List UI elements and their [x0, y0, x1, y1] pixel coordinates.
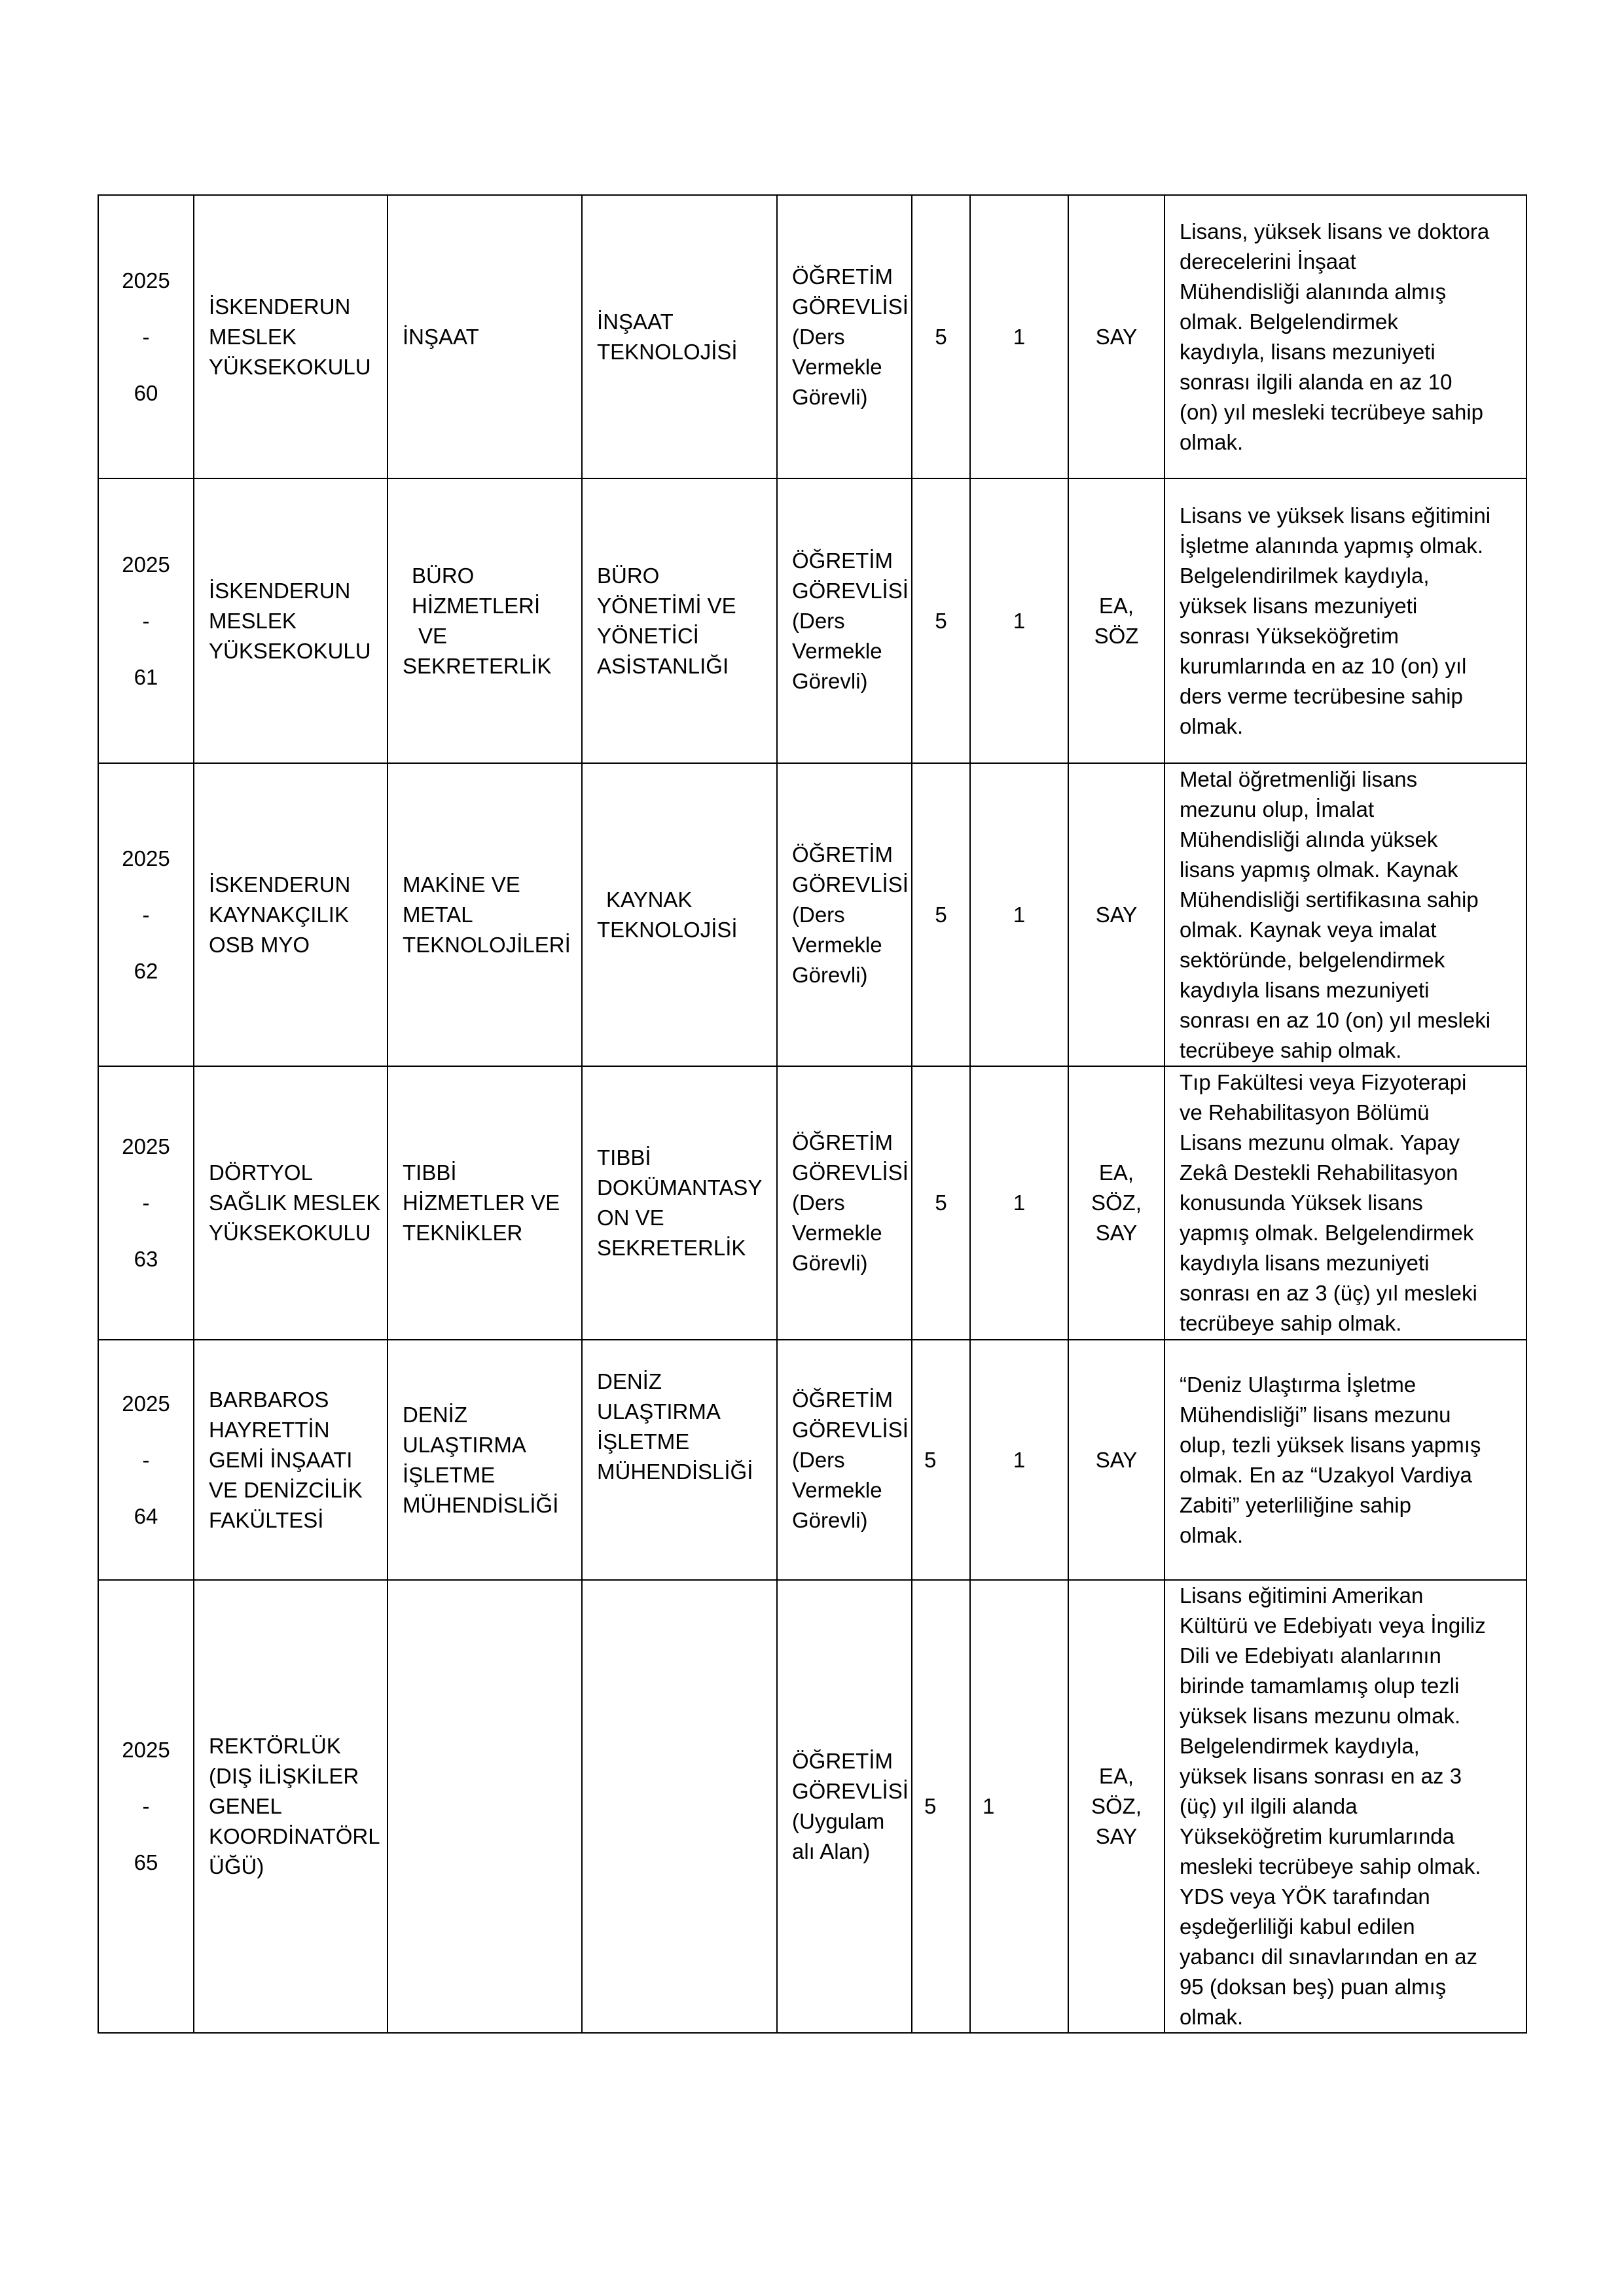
program-line: BÜRO [597, 563, 660, 588]
aciklama-line: kaydıyla, lisans mezuniyeti [1180, 339, 1435, 364]
bolum-line: İŞLETME [403, 1462, 496, 1487]
unvan-line: ÖĞRETİM [792, 842, 893, 867]
bolum-line: HİZMETLERİ [412, 593, 541, 618]
aciklama-line: kurumlarında en az 10 (on) yıl [1180, 653, 1467, 678]
birim-line: MESLEK [209, 608, 297, 633]
bolum-line: DENİZ [403, 1402, 467, 1427]
ilan-no-cell [98, 1340, 194, 1580]
aciklama-cell [1164, 1340, 1526, 1580]
ilan-no-seq: 64 [134, 1503, 158, 1528]
aciklama-line: yüksek lisans mezuniyeti [1180, 593, 1418, 618]
aciklama-line: eşdeğerliliği kabul edilen [1180, 1914, 1415, 1939]
aciklama-line: konusunda Yüksek lisans [1180, 1191, 1423, 1215]
aciklama-line: Lisans, yüksek lisans ve doktora [1180, 219, 1490, 243]
aciklama-line: olmak. Belgelendirmek [1180, 309, 1398, 334]
unvan-cell [777, 763, 912, 1066]
aciklama-line: Zabiti” yeterliliğine sahip [1180, 1492, 1411, 1517]
birim-line: SAĞLIK MESLEK [209, 1191, 381, 1215]
adet-cell: 1 [970, 1580, 1068, 2033]
unvan-line: Görevli) [792, 1507, 868, 1532]
birim-line: REKTÖRLÜK [209, 1734, 341, 1758]
derece-cell: 5 [912, 478, 970, 763]
birim-cell [194, 195, 388, 478]
unvan-line: ÖĞRETİM [792, 1130, 893, 1155]
bolum-cell [388, 1580, 582, 2033]
program-line: ON VE [597, 1206, 664, 1230]
birim-line: YÜKSEKOKULU [209, 1221, 371, 1245]
adet-cell: 1 [970, 195, 1068, 478]
bolum-cell [388, 195, 582, 478]
birim-line: GEMİ İNŞAATI [209, 1447, 353, 1472]
aciklama-line: kaydıyla lisans mezuniyeti [1180, 1251, 1430, 1275]
ilan-no-cell [98, 195, 194, 478]
unvan-cell [777, 195, 912, 478]
unvan-line: (Ders [792, 1447, 845, 1472]
aciklama-cell [1164, 763, 1526, 1066]
program-cell [582, 763, 777, 1066]
aciklama-line: “Deniz Ulaştırma İşletme [1180, 1372, 1416, 1397]
puan-cell [1068, 1340, 1164, 1580]
unvan-line: Vermekle [792, 1477, 882, 1502]
puan-line: EA, [1098, 1160, 1134, 1185]
ilan-no-dash: - [142, 608, 150, 633]
unvan-line: Görevli) [792, 962, 868, 987]
aciklama-line: Tıp Fakültesi veya Fizyoterapi [1180, 1070, 1467, 1094]
ilan-no-cell [98, 1580, 194, 2033]
aciklama-line: ve Rehabilitasyon Bölümü [1180, 1100, 1430, 1124]
program-line: YÖNETİCİ [597, 623, 699, 648]
unvan-line: GÖREVLİSİ [792, 578, 909, 603]
aciklama-line: sonrası en az 10 (on) yıl mesleki [1180, 1007, 1491, 1032]
unvan-cell [777, 1580, 912, 2033]
birim-line: YÜKSEKOKULU [209, 638, 371, 663]
unvan-line: GÖREVLİSİ [792, 1779, 909, 1803]
ilan-no-dash: - [142, 324, 150, 349]
puan-line: SAY [1095, 1447, 1138, 1472]
table-row [98, 1340, 1526, 1580]
aciklama-line: olmak. Kaynak veya imalat [1180, 917, 1437, 942]
unvan-line: GÖREVLİSİ [792, 294, 909, 319]
aciklama-line: Lisans mezunu olmak. Yapay [1180, 1130, 1460, 1155]
aciklama-line: yapmış olmak. Belgelendirmek [1180, 1221, 1474, 1245]
unvan-cell [777, 478, 912, 763]
unvan-line: Vermekle [792, 354, 882, 379]
program-line: TEKNOLOJİSİ [597, 917, 738, 942]
program-cell [582, 478, 777, 763]
puan-cell [1068, 195, 1164, 478]
program-line: DOKÜMANTASY [597, 1175, 763, 1200]
table-row [98, 195, 1526, 478]
ilan-no-year: 2025 [122, 552, 170, 577]
unvan-line: (Ders [792, 608, 845, 633]
aciklama-line: sonrası Yükseköğretim [1180, 623, 1399, 648]
aciklama-line: Zekâ Destekli Rehabilitasyon [1180, 1160, 1458, 1185]
aciklama-line: Lisans eğitimini Amerikan [1180, 1583, 1424, 1607]
birim-cell [194, 1340, 388, 1580]
aciklama-line: mesleki tecrübeye sahip olmak. [1180, 1854, 1481, 1878]
aciklama-line: İşletme alanında yapmış olmak. [1180, 533, 1484, 558]
ilan-no-year: 2025 [122, 1391, 170, 1416]
puan-cell [1068, 1066, 1164, 1340]
positions-table [98, 194, 1527, 2034]
bolum-line: ULAŞTIRMA [403, 1432, 526, 1457]
table-row [98, 763, 1526, 1066]
birim-cell [194, 763, 388, 1066]
birim-line: MESLEK [209, 324, 297, 349]
bolum-line: METAL [403, 902, 473, 927]
bolum-line: VE [418, 623, 448, 648]
ilan-no-year: 2025 [122, 846, 170, 870]
program-line: SEKRETERLİK [597, 1236, 746, 1260]
birim-line: (DIŞ İLİŞKİLER [209, 1764, 359, 1788]
unvan-line: alı Alan) [792, 1839, 871, 1863]
unvan-line: (Ders [792, 1191, 845, 1215]
aciklama-line: olmak. [1180, 2005, 1244, 2029]
derece-cell: 5 [912, 1580, 970, 2033]
aciklama-line: Lisans ve yüksek lisans eğitimini [1180, 503, 1491, 528]
aciklama-line: olmak. [1180, 1522, 1244, 1547]
aciklama-line: kaydıyla lisans mezuniyeti [1180, 977, 1430, 1002]
puan-line: SAY [1095, 1824, 1138, 1848]
aciklama-cell [1164, 478, 1526, 763]
ilan-no-dash: - [142, 1794, 150, 1818]
aciklama-line: Metal öğretmenliği lisans [1180, 766, 1418, 791]
bolum-cell [388, 1066, 582, 1340]
program-line: TIBBİ [597, 1145, 651, 1170]
aciklama-line: ders verme tecrübesine sahip [1180, 683, 1463, 708]
birim-line: KOORDİNATÖRL [209, 1824, 380, 1848]
aciklama-cell [1164, 1066, 1526, 1340]
puan-cell [1068, 1580, 1164, 2033]
bolum-line: İNŞAAT [403, 324, 479, 349]
derece-cell: 5 [912, 763, 970, 1066]
derece-cell: 5 [912, 1066, 970, 1340]
puan-line: SAY [1095, 902, 1138, 927]
unvan-cell [777, 1066, 912, 1340]
program-line: İNŞAAT [597, 309, 674, 334]
ilan-no-seq: 63 [134, 1247, 158, 1271]
program-line: MÜHENDİSLİĞİ [597, 1460, 753, 1484]
ilan-no-seq: 62 [134, 958, 158, 983]
birim-cell [194, 1580, 388, 2033]
aciklama-line: Kültürü ve Edebiyatı veya İngiliz [1180, 1613, 1486, 1638]
aciklama-cell [1164, 1580, 1526, 2033]
ilan-no-cell [98, 1066, 194, 1340]
ilan-no-year: 2025 [122, 1738, 170, 1762]
program-line: TEKNOLOJİSİ [597, 339, 738, 364]
aciklama-line: Mühendisliği” lisans mezunu [1180, 1402, 1451, 1427]
puan-line: SAY [1095, 324, 1138, 349]
aciklama-line: derecelerini İnşaat [1180, 249, 1356, 274]
aciklama-line: Dili ve Edebiyatı alanlarının [1180, 1643, 1441, 1668]
program-line: İŞLETME [597, 1429, 690, 1454]
aciklama-line: yabancı dil sınavlarından en az [1180, 1945, 1477, 1969]
birim-line: OSB MYO [209, 932, 310, 957]
aciklama-line: Yükseköğretim kurumlarında [1180, 1824, 1455, 1848]
puan-line: SÖZ, [1091, 1794, 1142, 1818]
derece-cell: 5 [912, 195, 970, 478]
puan-line: EA, [1098, 593, 1134, 618]
unvan-line: GÖREVLİSİ [792, 1160, 909, 1185]
aciklama-line: Mühendisliği alında yüksek [1180, 827, 1438, 852]
table-row [98, 478, 1526, 763]
unvan-line: Görevli) [792, 668, 868, 693]
birim-cell [194, 478, 388, 763]
unvan-line: ÖĞRETİM [792, 1749, 893, 1773]
birim-line: DÖRTYOL [209, 1160, 313, 1185]
unvan-line: Görevli) [792, 384, 868, 409]
unvan-line: Vermekle [792, 932, 882, 957]
aciklama-line: lisans yapmış olmak. Kaynak [1180, 857, 1458, 882]
derece-cell: 5 [912, 1340, 970, 1580]
puan-line: SAY [1095, 1221, 1138, 1245]
table-row [98, 1066, 1526, 1340]
puan-line: EA, [1098, 1764, 1134, 1788]
unvan-line: ÖĞRETİM [792, 1387, 893, 1412]
unvan-line: Vermekle [792, 1221, 882, 1245]
bolum-line: TEKNOLOJİLERİ [403, 932, 571, 957]
unvan-line: Görevli) [792, 1251, 868, 1275]
program-line: KAYNAK [606, 887, 693, 912]
program-cell [582, 1340, 777, 1580]
bolum-line: HİZMETLER VE [403, 1191, 560, 1215]
bolum-cell [388, 763, 582, 1066]
aciklama-line: sonrası en az 3 (üç) yıl mesleki [1180, 1281, 1477, 1305]
adet-cell: 1 [970, 1340, 1068, 1580]
aciklama-cell [1164, 195, 1526, 478]
table-row [98, 1580, 1526, 2033]
aciklama-line: 95 (doksan beş) puan almış [1180, 1975, 1447, 1999]
bolum-cell [388, 1340, 582, 1580]
aciklama-line: birinde tamamlamış olup tezli [1180, 1674, 1460, 1698]
program-line: ASİSTANLIĞI [597, 653, 729, 678]
aciklama-line: Mühendisliği sertifikasına sahip [1180, 887, 1479, 912]
unvan-line: ÖĞRETİM [792, 548, 893, 573]
aciklama-line: olmak. En az “Uzakyol Vardiya [1180, 1462, 1472, 1487]
puan-cell [1068, 763, 1164, 1066]
aciklama-line: olmak. [1180, 429, 1244, 454]
bolum-line: SEKRETERLİK [403, 653, 552, 678]
adet-cell: 1 [970, 478, 1068, 763]
birim-line: FAKÜLTESİ [209, 1507, 324, 1532]
ilan-no-dash: - [142, 902, 150, 927]
birim-line: İSKENDERUN [209, 578, 351, 603]
aciklama-line: yüksek lisans sonrası en az 3 [1180, 1764, 1462, 1788]
aciklama-line: tecrübeye sahip olmak. [1180, 1311, 1402, 1335]
ilan-no-dash: - [142, 1447, 150, 1472]
birim-line: İSKENDERUN [209, 294, 351, 319]
unvan-line: Vermekle [792, 638, 882, 663]
ilan-no-year: 2025 [122, 1134, 170, 1158]
bolum-line: TEKNİKLER [403, 1221, 523, 1245]
bolum-line: MÜHENDİSLİĞİ [403, 1492, 559, 1517]
aciklama-line: sektöründe, belgelendirmek [1180, 947, 1445, 972]
adet-cell: 1 [970, 763, 1068, 1066]
program-line: DENİZ [597, 1369, 662, 1393]
aciklama-line: sonrası ilgili alanda en az 10 [1180, 369, 1453, 394]
puan-line: SÖZ, [1091, 1191, 1142, 1215]
puan-cell [1068, 478, 1164, 763]
birim-line: GENEL [209, 1794, 282, 1818]
ilan-no-seq: 65 [134, 1850, 158, 1874]
aciklama-line: tecrübeye sahip olmak. [1180, 1037, 1402, 1062]
birim-line: HAYRETTİN [209, 1417, 330, 1442]
unvan-cell [777, 1340, 912, 1580]
program-cell [582, 1580, 777, 2033]
ilan-no-year: 2025 [122, 268, 170, 293]
aciklama-line: (on) yıl mesleki tecrübeye sahip [1180, 399, 1484, 424]
aciklama-line: (üç) yıl ilgili alanda [1180, 1794, 1358, 1818]
bolum-line: BÜRO [412, 563, 475, 588]
bolum-line: TIBBİ [403, 1160, 457, 1185]
program-line: ULAŞTIRMA [597, 1399, 721, 1424]
program-cell [582, 1066, 777, 1340]
ilan-no-dash: - [142, 1191, 150, 1215]
ilan-no-cell [98, 478, 194, 763]
unvan-line: (Uygulam [792, 1809, 885, 1833]
adet-cell: 1 [970, 1066, 1068, 1340]
puan-line: SÖZ [1094, 623, 1139, 648]
birim-line: YÜKSEKOKULU [209, 354, 371, 379]
program-line: YÖNETİMİ VE [597, 593, 736, 618]
aciklama-line: olmak. [1180, 713, 1244, 738]
aciklama-line: olup, tezli yüksek lisans yapmış [1180, 1432, 1481, 1457]
unvan-line: GÖREVLİSİ [792, 1417, 909, 1442]
birim-line: İSKENDERUN [209, 872, 351, 897]
aciklama-line: Belgelendirmek kaydıyla, [1180, 1734, 1420, 1758]
bolum-line: MAKİNE VE [403, 872, 520, 897]
unvan-line: (Ders [792, 324, 845, 349]
birim-cell [194, 1066, 388, 1340]
aciklama-line: YDS veya YÖK tarafından [1180, 1884, 1430, 1909]
aciklama-line: yüksek lisans mezunu olmak. [1180, 1704, 1461, 1728]
ilan-no-cell [98, 763, 194, 1066]
ilan-no-seq: 61 [134, 664, 158, 689]
birim-line: VE DENİZCİLİK [209, 1477, 363, 1502]
birim-line: ÜĞÜ) [209, 1854, 264, 1878]
program-cell [582, 195, 777, 478]
aciklama-line: mezunu olup, İmalat [1180, 797, 1375, 821]
birim-line: BARBAROS [209, 1387, 329, 1412]
unvan-line: GÖREVLİSİ [792, 872, 909, 897]
birim-line: KAYNAKÇILIK [209, 902, 349, 927]
unvan-line: ÖĞRETİM [792, 264, 893, 289]
aciklama-line: Belgelendirilmek kaydıyla, [1180, 563, 1430, 588]
unvan-line: (Ders [792, 902, 845, 927]
ilan-no-seq: 60 [134, 380, 158, 405]
bolum-cell [388, 478, 582, 763]
aciklama-line: Mühendisliği alanında almış [1180, 279, 1447, 304]
